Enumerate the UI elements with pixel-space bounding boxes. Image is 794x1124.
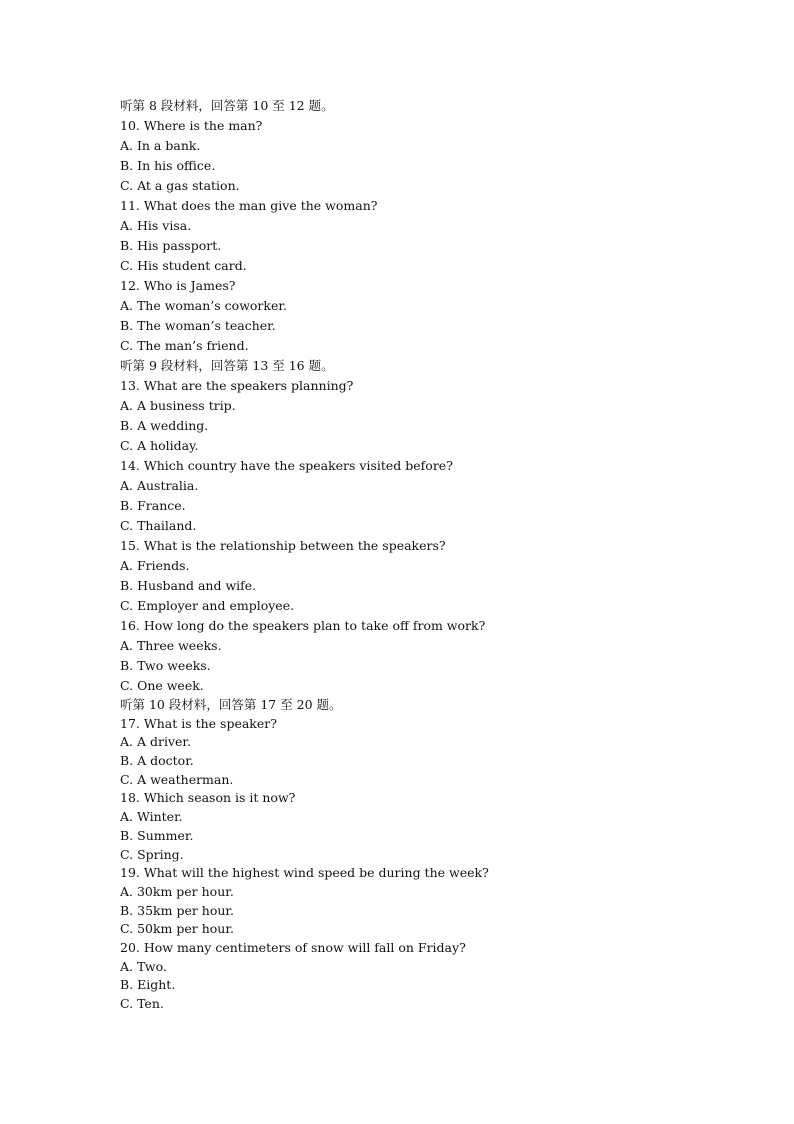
q14-option-a: A. Australia.: [120, 478, 199, 493]
question-17: 17. What is the speaker?: [120, 715, 277, 731]
q10-option-c: C. At a gas station.: [120, 178, 240, 193]
q18-option-a: A. Winter.: [120, 809, 183, 825]
question-14: 14. Which country have the speakers visited before?: [120, 458, 453, 473]
q13-option-c: C. A holiday.: [120, 438, 199, 453]
q12-option-a: A. The woman’s coworker.: [120, 298, 287, 313]
q13-option-a: A. A business trip.: [120, 398, 236, 413]
q15-option-c: C. Employer and employee.: [120, 598, 295, 613]
section-heading-10: 听第 10 段材料，回答第 17 至 20 题。: [120, 697, 342, 712]
q17-option-b: B. A doctor.: [120, 753, 194, 769]
q20-option-b: B. Eight.: [120, 977, 176, 993]
question-13: 13. What are the speakers planning?: [120, 378, 354, 393]
q13-option-b: B. A wedding.: [120, 418, 209, 433]
q11-option-c: C. His student card.: [120, 258, 247, 273]
q17-option-c: C. A weatherman.: [120, 771, 234, 787]
q16-option-c: C. One week.: [120, 678, 204, 693]
q10-option-b: B. In his office.: [120, 158, 216, 173]
q19-option-b: B. 35km per hour.: [120, 902, 234, 918]
section-heading-9: 听第 9 段材料，回答第 13 至 16 题。: [120, 358, 334, 373]
section-heading-8: 听第 8 段材料，回答第 10 至 12 题。: [120, 98, 334, 113]
q15-option-b: B. Husband and wife.: [120, 578, 257, 593]
question-16: 16. How long do the speakers plan to take off from work?: [120, 618, 486, 633]
q20-option-a: A. Two.: [120, 958, 167, 974]
q19-option-a: A. 30km per hour.: [120, 883, 234, 899]
q20-option-c: C. Ten.: [120, 996, 164, 1011]
q10-option-a: A. In a bank.: [120, 138, 201, 153]
question-10: 10. Where is the man?: [120, 118, 263, 133]
q19-option-c: C. 50km per hour.: [120, 921, 234, 937]
q18-option-c: C. Spring.: [120, 846, 184, 862]
q18-option-b: B. Summer.: [120, 827, 194, 843]
q17-option-a: A. A driver.: [120, 734, 191, 750]
question-11: 11. What does the man give the woman?: [120, 198, 378, 213]
q15-option-a: A. Friends.: [120, 558, 190, 573]
q16-option-b: B. Two weeks.: [120, 658, 211, 673]
question-15: 15. What is the relationship between the speakers?: [120, 538, 446, 553]
q11-option-a: A. His visa.: [120, 218, 192, 233]
q14-option-b: B. France.: [120, 498, 186, 513]
question-20: 20. How many centimeters of snow will fall on Friday?: [120, 939, 466, 955]
listening-questions: [120, 96, 489, 1014]
q11-option-b: B. His passport.: [120, 238, 222, 253]
q12-option-c: C. The man’s friend.: [120, 338, 249, 353]
q14-option-c: C. Thailand.: [120, 518, 197, 533]
question-18: 18. Which season is it now?: [120, 790, 296, 806]
question-19: 19. What will the highest wind speed be during the week?: [120, 865, 489, 881]
question-12: 12. Who is James?: [120, 278, 236, 293]
q16-option-a: A. Three weeks.: [120, 638, 222, 653]
q12-option-b: B. The woman’s teacher.: [120, 318, 276, 333]
